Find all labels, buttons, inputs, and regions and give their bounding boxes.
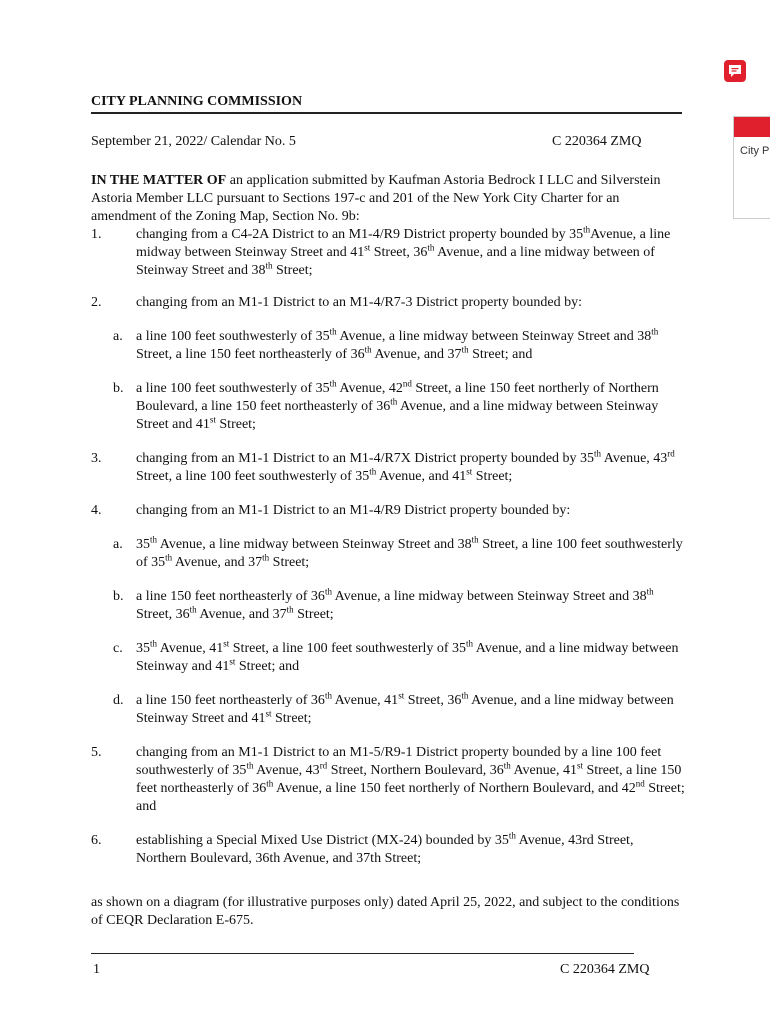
list-item: 2. changing from an M1-1 District to an M1-4/R7-3 District property bounded by: xyxy=(91,295,582,310)
closing-paragraph: as shown on a diagram (for illustrative purposes only) dated April 25, 2022, and subject to the conditions of CEQR Declaration E-675. xyxy=(91,895,680,928)
dateline: September 21, 2022/ Calendar No. 5 xyxy=(91,134,296,149)
page-number: 1 xyxy=(93,962,100,977)
side-tab-label: City P xyxy=(740,145,770,157)
list-item: b. a line 150 feet northeasterly of 36th Avenue, a line midway between Steinway Street and 38th Street, 36th Avenue, and 37th Street; xyxy=(113,586,654,622)
list-item: 3. changing from an M1-1 District to an M1-4/R7X District property bounded by 35th Avenue, 43rd Street, a line 100 feet southwesterly of 35th Avenue, and 41st Street; xyxy=(91,448,675,484)
header-rule xyxy=(91,112,682,114)
intro-lead: IN THE MATTER OF xyxy=(91,173,227,188)
chat-button[interactable] xyxy=(724,60,746,82)
list-item: 6. establishing a Special Mixed Use District (MX-24) bounded by 35th Avenue, 43rd Street, Northern Boulevard, 36th Avenue, and 37th Street; xyxy=(91,830,634,866)
side-tab-accent xyxy=(734,117,770,137)
intro-text: an application submitted by Kaufman Astoria Bedrock I LLC and Silverstein Astoria Member LLC pursuant to Sections 197-c and 201 of the New York City Charter for an amendment of the Zoning Map, Section No. 9b: xyxy=(91,173,661,224)
list-item: a. a line 100 feet southwesterly of 35th Avenue, a line midway between Steinway Street and 38th Street, a line 150 feet northeasterly of 36th Avenue, and 37th Street; and xyxy=(113,326,659,362)
footer-rule xyxy=(91,953,634,954)
list-item: 5. changing from an M1-1 District to an M1-5/R9-1 District property bounded by a line 100 feet southwesterly of 35th Avenue, 43rd Street, Northern Boulevard, 36th Avenue, 41st Street, a line 150 feet northeasterly of 36th Avenue, a line 150 feet northerly of Northern Boulevard, and 42nd Street; and xyxy=(91,745,685,814)
list-item: c. 35th Avenue, 41st Street, a line 100 feet southwesterly of 35th Avenue, and a line midway between Steinway and 41st Street; and xyxy=(113,638,679,674)
document-body xyxy=(91,172,685,930)
list-item: 4. changing from an M1-1 District to an M1-4/R9 District property bounded by: xyxy=(91,503,571,518)
chat-icon xyxy=(728,64,742,78)
intro-paragraph xyxy=(91,172,685,226)
list-item: b. a line 100 feet southwesterly of 35th Avenue, 42nd Street, a line 150 feet northerly of Northern Boulevard, a line 150 feet northeasterly of 36th Avenue, and a line midway between Steinway Street and 41st Street; xyxy=(113,378,659,432)
page-title: CITY PLANNING COMMISSION xyxy=(91,94,303,109)
list-item: a. 35th Avenue, a line midway between Steinway Street and 38th Street, a line 100 feet southwesterly of 35th Avenue, and 37th Street; xyxy=(113,534,683,570)
calendar-number: C 220364 ZMQ xyxy=(552,134,642,149)
side-panel-tab[interactable] xyxy=(733,116,770,219)
footer-calendar-number: C 220364 ZMQ xyxy=(560,962,650,977)
list-item: 1. changing from a C4-2A District to an M1-4/R9 District property bounded by 35thAvenue, a line midway between Steinway Street and 41st Street, 36th Avenue, and a line midway between of Steinway Street and 38th Street; xyxy=(91,224,671,278)
list-item: d. a line 150 feet northeasterly of 36th Avenue, 41st Street, 36th Avenue, and a line midway between Steinway Street and 41st Street; xyxy=(113,690,674,726)
